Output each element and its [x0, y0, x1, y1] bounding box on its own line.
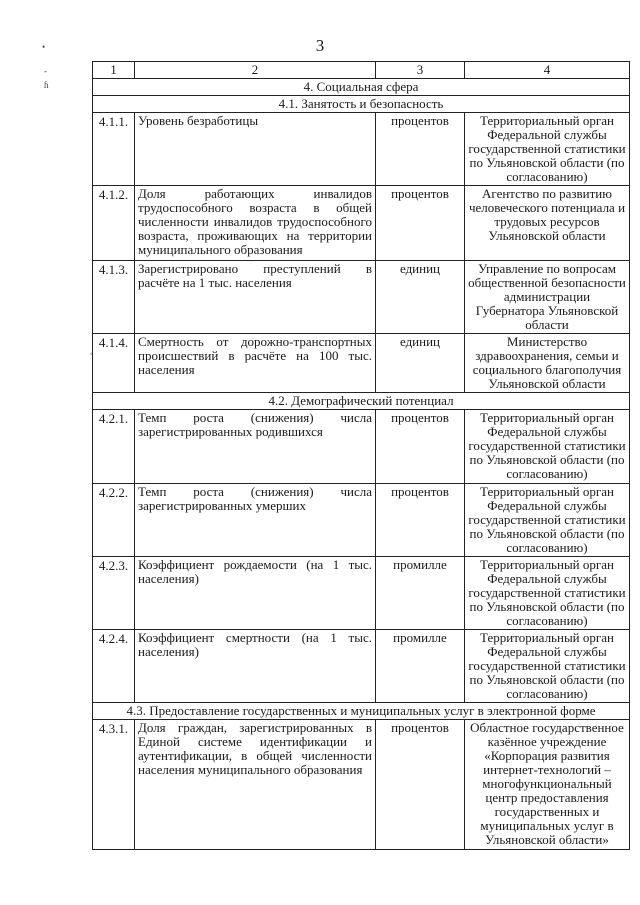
indicator-name: Темп роста (снижения) числа зарегистрированных умерших: [135, 484, 376, 557]
row-number: 4.2.4.: [93, 630, 135, 703]
group-row: [93, 393, 630, 410]
responsible-body: Территориальный орган Федеральной службы государственной статистики по Ульяновской области (по согласованию): [465, 630, 630, 703]
column-number: 4: [465, 62, 630, 79]
table-row: [93, 334, 630, 393]
unit: процентов: [376, 410, 465, 484]
indicator-name: Уровень безработицы: [135, 113, 376, 186]
row-number: 4.3.1.: [93, 720, 135, 850]
responsible-body: Территориальный орган Федеральной службы государственной статистики по Ульяновской области (по согласованию): [465, 410, 630, 484]
margin-mark: ◦: [90, 349, 94, 360]
unit: единиц: [376, 334, 465, 393]
table-row: [93, 630, 630, 703]
unit: процентов: [376, 113, 465, 186]
column-number: 1: [93, 62, 135, 79]
group-title: 4.2. Демографический потенциал: [93, 393, 630, 410]
unit: промилле: [376, 557, 465, 630]
row-number: 4.2.1.: [93, 410, 135, 484]
group-title: 4.1. Занятость и безопасность: [93, 96, 630, 113]
margin-mark: •: [42, 42, 46, 52]
indicator-name: Коэффициент смертности (на 1 тыс. населения): [135, 630, 376, 703]
margin-mark: ɦ: [44, 80, 49, 90]
indicator-name: Темп роста (снижения) числа зарегистрированных родившихся: [135, 410, 376, 484]
row-number: 4.1.1.: [93, 113, 135, 186]
group-title: 4.3. Предоставление государственных и муниципальных услуг в электронной форме: [93, 703, 630, 720]
unit: единиц: [376, 261, 465, 334]
indicator-name: Коэффициент рождаемости (на 1 тыс. населения): [135, 557, 376, 630]
indicator-name: Смертность от дорожно-транспортных происшествий в расчёте на 100 тыс. населения: [135, 334, 376, 393]
table-row: [93, 410, 630, 484]
unit: процентов: [376, 484, 465, 557]
section-title: 4. Социальная сфера: [93, 79, 630, 96]
group-row: [93, 96, 630, 113]
responsible-body: Агентство по развитию человеческого потенциала и трудовых ресурсов Ульяновской области: [465, 186, 630, 261]
group-row: [93, 703, 630, 720]
column-number-row: [93, 62, 630, 79]
row-number: 4.2.3.: [93, 557, 135, 630]
responsible-body: Областное государственное казённое учреждение «Корпорация развития интернет-технологий – многофункциональный центр предоставления государственных и муниципальных услуг в Ульяновской области»: [465, 720, 630, 850]
indicator-name: Доля граждан, зарегистрированных в Единой системе идентификации и аутентификации, в общей численности населения муниципального образования: [135, 720, 376, 850]
responsible-body: Министерство здравоохранения, семьи и социального благополучия Ульяновской области: [465, 334, 630, 393]
margin-mark: -: [44, 66, 47, 76]
responsible-body: Управление по вопросам общественной безопасности администрации Губернатора Ульяновской области: [465, 261, 630, 334]
column-number: 3: [376, 62, 465, 79]
indicators-table: [92, 61, 630, 850]
table-row: [93, 113, 630, 186]
table-row: [93, 557, 630, 630]
unit: промилле: [376, 630, 465, 703]
unit: процентов: [376, 720, 465, 850]
unit: процентов: [376, 186, 465, 261]
row-number: 4.2.2.: [93, 484, 135, 557]
row-number: 4.1.3.: [93, 261, 135, 334]
table-row: [93, 720, 630, 850]
responsible-body: Территориальный орган Федеральной службы государственной статистики по Ульяновской области (по согласованию): [465, 113, 630, 186]
column-number: 2: [135, 62, 376, 79]
page-number: 3: [315, 36, 325, 55]
indicator-name: Доля работающих инвалидов трудоспособного возраста в общей численности инвалидов трудоспособного возраста, проживающих на территории муниципального образования: [135, 186, 376, 261]
row-number: 4.1.4.: [93, 334, 135, 393]
table-row: [93, 261, 630, 334]
table-row: [93, 484, 630, 557]
responsible-body: Территориальный орган Федеральной службы государственной статистики по Ульяновской области (по согласованию): [465, 557, 630, 630]
row-number: 4.1.2.: [93, 186, 135, 261]
table-row: [93, 186, 630, 261]
section-row: [93, 79, 630, 96]
indicator-name: Зарегистрировано преступлений в расчёте на 1 тыс. населения: [135, 261, 376, 334]
responsible-body: Территориальный орган Федеральной службы государственной статистики по Ульяновской области (по согласованию): [465, 484, 630, 557]
